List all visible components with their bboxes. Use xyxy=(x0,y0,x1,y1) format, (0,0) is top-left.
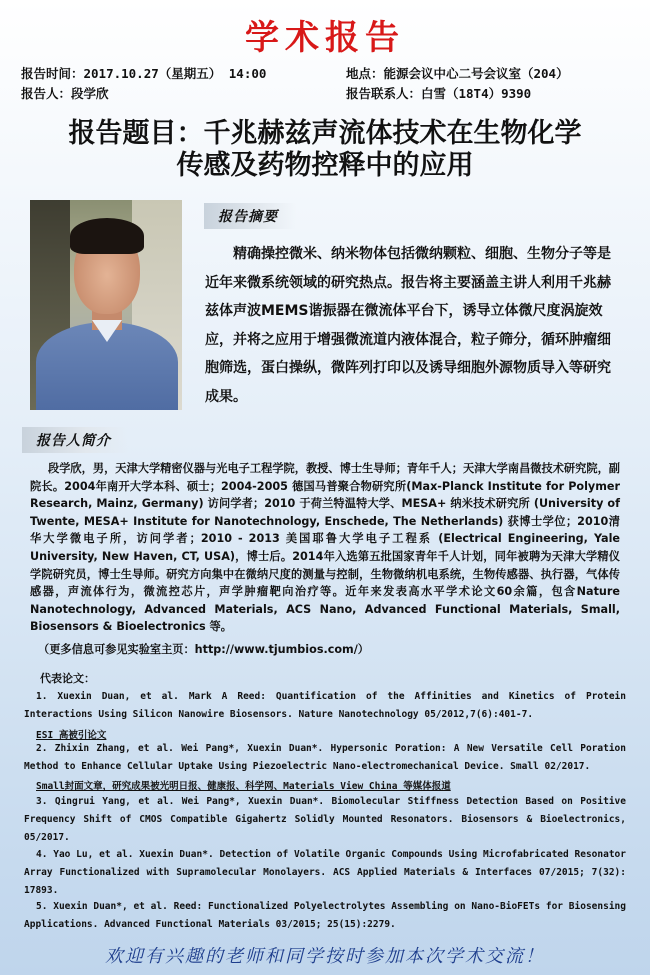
publication-4: 4. Yao Lu, et al. Xuexin Duan*. Detection of Volatile Organic Compounds Using Microfabricated Resonator Array Functionalized with Supramolecular Monolayers. ACS Applied Materials & Interfaces 07/2015; 7(32): 17893. xyxy=(24,849,626,896)
publications-heading: 代表论文： xyxy=(40,672,95,685)
publication-3: 3. Qingrui Yang, et al. Wei Pang*, Xuexin Duan*. Biomolecular Stiffness Detection Based on Positive Frequency Shift of CMOS Compatible Gigahertz Solidly Mounted Resonators. Biosensors & Bioelectronics, 05/2017. xyxy=(24,796,626,843)
talk-title-line1: 报告题目：千兆赫兹声流体技术在生物化学 xyxy=(68,118,582,149)
publication-5: 5. Xuexin Duan*, et al. Reed: Functionalized Polyelectrolytes Assembling on Nano-BioFETs for Biosensing Applications. Advanced Functional Materials 03/2015; 25(15):2279. xyxy=(24,901,626,930)
talk-title xyxy=(0,118,650,182)
speaker-photo xyxy=(30,200,182,410)
publication-2-note: Small封面文章，研究成果被光明日报、健康报、科学网、Materials View China 等媒体报道 xyxy=(36,781,451,792)
talk-time: 报告时间：2017.10.27（星期五） 14:00 xyxy=(21,66,267,81)
bio-label: 报告人简介 xyxy=(22,427,129,453)
talk-location: 地点：能源会议中心二号会议室（204） xyxy=(346,66,569,81)
publication-1-note: ESI 高被引论文 xyxy=(36,730,107,741)
talk-title-line2: 传感及药物控释中的应用 xyxy=(176,150,474,181)
publication-2: 2. Zhixin Zhang, et al. Wei Pang*, Xuexin Duan*. Hypersonic Poration: A New Versatile Cell Poration Method to Enhance Cellular Uptake Using Piezoelectric Nano-electromechanical Device. Small 02/2017. xyxy=(24,743,626,772)
abstract-label: 报告摘要 xyxy=(204,203,296,229)
contact-person: 报告联系人：白雪（18T4）9390 xyxy=(346,86,532,101)
speaker: 报告人：段学欣 xyxy=(21,86,109,101)
lab-homepage: （更多信息可参见实验室主页：http://www.tjumbios.com/） xyxy=(38,643,369,656)
footer-invitation: 欢迎有兴趣的老师和同学按时参加本次学术交流！ xyxy=(105,946,545,967)
publication-1: 1. Xuexin Duan, et al. Mark A Reed: Quantification of the Affinities and Kinetics of Protein Interactions Using Silicon Nanowire Biosensors. Nature Nanotechnology 05/2012,7(6):401-7. xyxy=(24,691,626,720)
abstract-text: 精确操控微米、纳米物体包括微纳颗粒、细胞、生物分子等是近年来微系统领域的研究热点。报告将主要涵盖主讲人利用千兆赫兹体声波MEMS谐振器在微流体平台下，诱导立体微尺度涡旋效应，并将之应用于增强微流道内液体混合，粒子筛分，循环肿瘤细胞筛选，蛋白操纵，微阵列打印以及诱导细胞外源物质导入等研究成果。 xyxy=(205,246,611,405)
bio-text: 段学欣，男，天津大学精密仪器与光电子工程学院，教授、博士生导师；青年千人；天津大学南昌微技术研究院，副院长。2004年南开大学本科、硕士；2004-2005 德国马普聚合物研究所(Max-Planck Institute for Polymer Research, Mainz, Germany) 访问学者；2010 于荷兰特温特大学、MESA+ 纳米技术研究所 (University of Twente, MESA+ Institute for Nanotechnology, Enschede, The Netherlands) 获博士学位；2010清华大学微电子所，访问学者；2010 - 2013 美国耶鲁大学电子工程系 (Electrical Engineering, Yale University, New Haven, CT, USA)，博士后。2014年入选第五批国家青年千人计划，同年被聘为天津大学精仪学院研究员，博士生导师。研究方向集中在微纳尺度的测量与控制，生物微纳机电系统，生物传感器、执行器，气体传感器，声流体行为，微流控芯片，声学肿瘤靶向治疗等。近年来发表高水平学术论文60余篇，包含Nature Nanotechnology, Advanced Materials, ACS Nano, Advanced Functional Materials, Small, Biosensors & Bioelectronics 等。 xyxy=(30,462,620,634)
poster-title: 学术报告 xyxy=(245,18,405,58)
